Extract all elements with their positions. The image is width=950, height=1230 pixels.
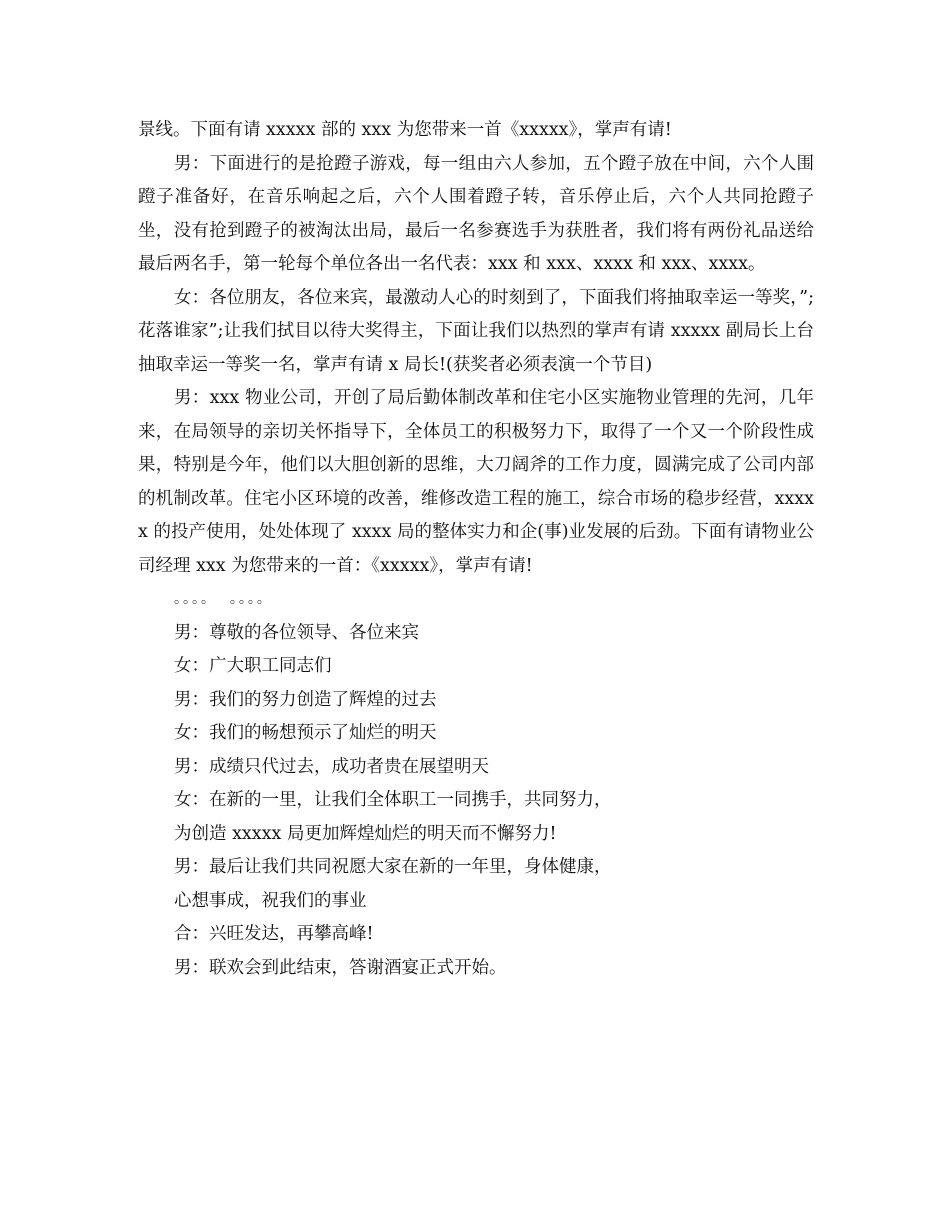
closing-line: 女：我们的畅想预示了灿烂的明天 xyxy=(174,723,437,743)
closing-line: 男：最后让我们共同祝愿大家在新的一年里，身体健康， xyxy=(174,857,612,877)
closing-line: 男：联欢会到此结束，答谢酒宴正式开始。 xyxy=(174,957,507,978)
ellipsis-separator: 。。。。 。。。。 xyxy=(174,591,273,607)
closing-line: 心想事成，祝我们的事业 xyxy=(174,890,367,911)
closing-line: 女：在新的一里，让我们全体职工一同携手，共同努力， xyxy=(174,790,612,810)
paragraph-continuation: 景线。下面有请 xxxxx 部的 xxx 为您带来一首《xxxxx》，掌声有请! xyxy=(138,120,672,140)
closing-line: 合：兴旺发达，再攀高峰! xyxy=(174,924,374,944)
closing-line: 男：我们的努力创造了辉煌的过去 xyxy=(174,689,437,710)
closing-line: 为创造 xxxxx 局更加辉煌灿烂的明天而不懈努力! xyxy=(174,823,557,844)
paragraph-chair-game: 男：下面进行的是抢蹬子游戏，每一组由六人参加，五个蹬子放在中间，六个人围蹬子准备好，在音乐响起之后，六个人围着蹬子转，音乐停止后，六个人共同抢蹬子坐，没有抢到蹬子的被淘汰出局，最后一名参赛选手为获胜者，我们将有两份礼品送给最后两名手，第一轮每个单位各出一名代表：xxx 和 xxx、xxxx 和 xxx、xxxx。 xyxy=(138,153,814,274)
paragraph-property-company: 男：xxx 物业公司，开创了局后勤体制改革和住宅小区实施物业管理的先河，几年来，在局领导的亲切关怀指导下，全体员工的积极努力下，取得了一个又一个阶段性成果，特别是今年，他们以大胆创新的思维，大刀阔斧的工作力度，圆满完成了公司内部的机制改革。住宅小区环境的改善，维修改造工程的施工，综合市场的稳步经营，xxxxx 的投产使用，处处体现了 xxxx 局的整体实力和企(事)业发展的后劲。下面有请物业公司经理 xxx 为您带来的一首：《xxxxx》，掌声有请! xyxy=(138,388,814,576)
document-page xyxy=(138,114,814,985)
paragraph-lucky-draw: 女：各位朋友，各位来宾，最激动人心的时刻到了，下面我们将抽取幸运一等奖，”;花落谁家”;让我们拭目以待大奖得主，下面让我们以热烈的掌声有请 xxxxx 副局长上台抽取幸运一等奖一名，掌声有请 x 局长!(获奖者必须表演一个节目) xyxy=(138,287,814,375)
closing-line: 女：广大职工同志们 xyxy=(174,656,332,676)
closing-line: 男：成绩只代过去，成功者贵在展望明天 xyxy=(174,756,489,777)
closing-line: 男：尊敬的各位领导、各位来宾 xyxy=(174,622,419,643)
